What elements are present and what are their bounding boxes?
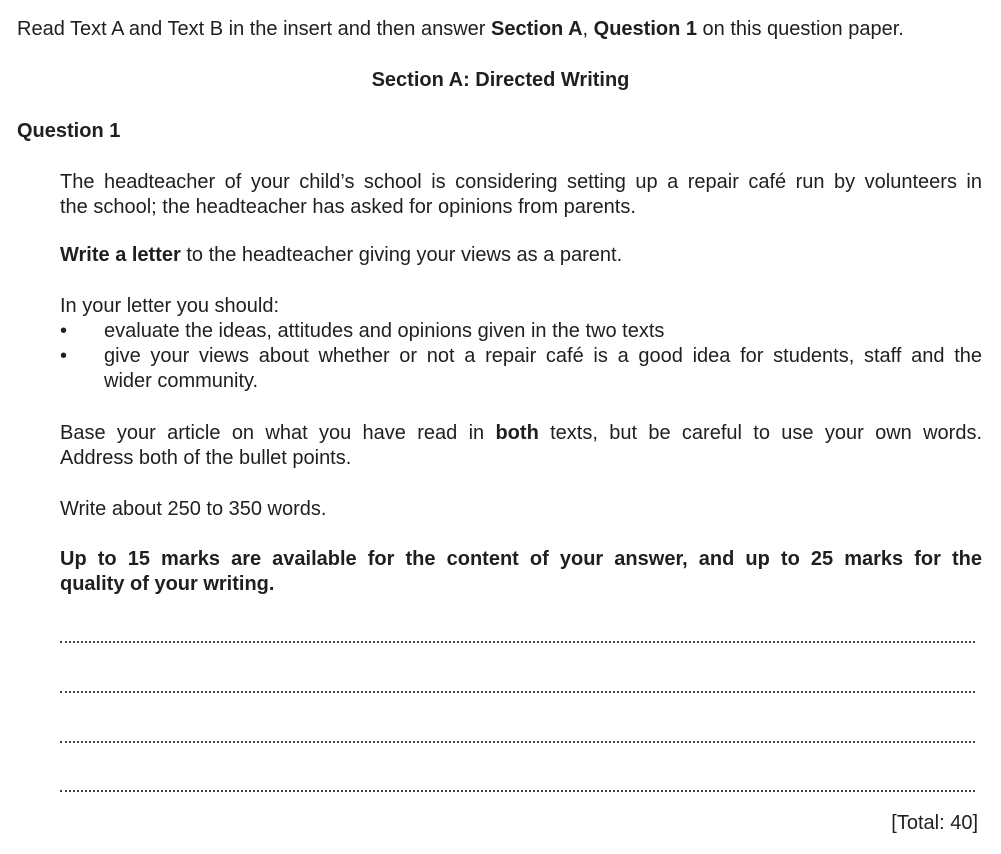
intro-instruction <box>17 17 904 42</box>
intro-text-before: Read Text A and Text B in the insert and then answer <box>17 18 492 40</box>
intro-section-ref: Section A <box>491 18 583 40</box>
prompt-line-1: The headteacher of your child’s school is considering setting up a repair café run by volunteers in <box>60 171 982 193</box>
word-count-instruction <box>60 497 982 522</box>
answer-line[interactable] <box>60 641 975 643</box>
bullet-icon: • <box>60 345 68 367</box>
bullet-item <box>60 344 982 394</box>
bullet-item <box>60 319 982 344</box>
base-line-1-bold: both <box>495 422 539 444</box>
bullet-text-line-1: evaluate the ideas, attitudes and opinions given in the two texts <box>104 320 665 342</box>
base-line-1 <box>60 421 982 446</box>
base-line-2: Address both of the bullet points. <box>60 447 352 469</box>
question-prompt <box>60 170 982 220</box>
question-heading: Question 1 <box>17 120 121 142</box>
marks-line-1: Up to 15 marks are available for the content of your answer, and up to 25 marks for the <box>60 548 982 570</box>
answer-line[interactable] <box>60 741 975 743</box>
bullet-icon: • <box>60 320 68 342</box>
bullet-text-line-1: give your views about whether or not a repair café is a good idea for students, staff and the <box>104 345 982 367</box>
base-line-1-before: Base your article on what you have read in <box>60 422 496 444</box>
base-instruction <box>60 421 982 471</box>
task-bold: Write a letter <box>60 244 181 266</box>
section-heading: Section A: Directed Writing <box>371 69 630 91</box>
task-rest: to the headteacher giving your views as a parent. <box>180 244 623 266</box>
marks-allocation <box>60 547 982 597</box>
intro-comma: , <box>582 18 594 40</box>
marks-line-2: quality of your writing. <box>60 573 275 595</box>
base-line-1-after: texts, but be careful to use your own words. <box>538 422 982 444</box>
task-instruction <box>60 243 982 268</box>
intro-text-after: on this question paper. <box>697 18 904 40</box>
bullet-list <box>60 319 982 394</box>
answer-line[interactable] <box>60 691 975 693</box>
bullet-text-line-2: wider community. <box>104 370 259 392</box>
total-marks: [Total: 40] <box>891 812 978 834</box>
intro-question-ref: Question 1 <box>593 18 697 40</box>
instructions-intro <box>60 294 982 319</box>
answer-line[interactable] <box>60 790 975 792</box>
word-count-text: Write about 250 to 350 words. <box>60 498 327 520</box>
prompt-line-2: the school; the headteacher has asked for opinions from parents. <box>60 196 636 218</box>
instructions-intro-text: In your letter you should: <box>60 295 280 317</box>
